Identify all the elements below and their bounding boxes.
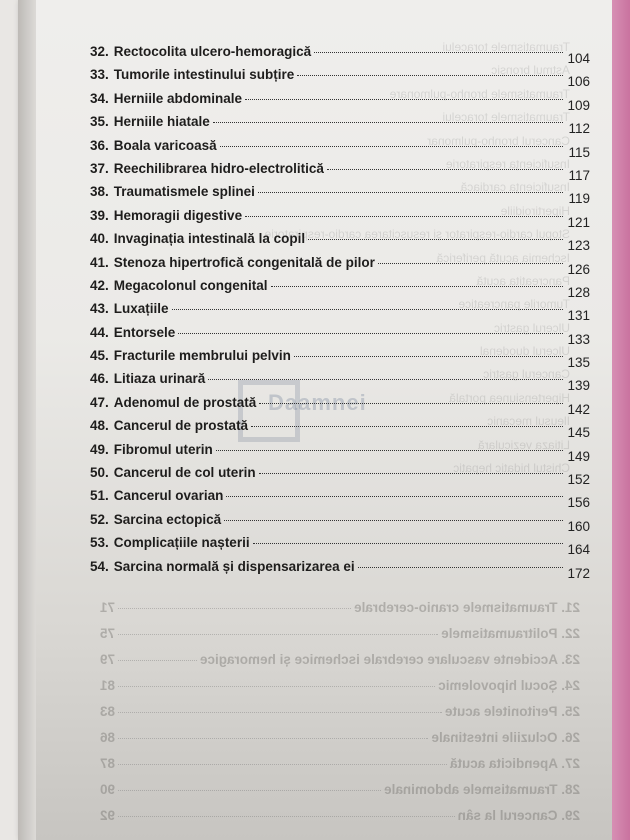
toc-entry-page: 106 (567, 74, 590, 90)
bleed-line: Traumatismele bronho-pulmonare (389, 86, 570, 101)
toc-entry-title: Cancerul de col uterin (113, 465, 256, 481)
toc-entry (90, 559, 590, 582)
bleed-line: Cancerul gastric (483, 367, 570, 382)
bleed-line: Ulcerul duodenal (479, 344, 570, 359)
bleed-line: Cancerul bronho-pulmonar (427, 133, 570, 148)
toc-entry (90, 418, 590, 441)
ghost-entry-page: 92 (100, 808, 116, 823)
bleed-line: Stopul cardio-respirator și resuscitarea cardio-respiratorie (264, 227, 570, 242)
bleed-line: Ulcerul gastric (493, 320, 570, 335)
toc-entry (90, 138, 590, 161)
ghost-entry (100, 808, 580, 834)
toc-entry-number: 46. (90, 371, 109, 387)
bleed-line: Pancreatita acută (476, 273, 570, 288)
toc-entry-title: Fracturile membrului pelvin (113, 348, 291, 364)
toc-leader-dots (253, 543, 563, 544)
toc-entry (90, 535, 590, 558)
bleed-line: Insuficiența cardiacă (460, 180, 570, 195)
ghost-entry-title: 24. Șocul hipovolemic (438, 678, 580, 693)
toc-entry (90, 278, 590, 301)
ghost-entry-page: 90 (100, 782, 116, 797)
toc-entry (90, 465, 590, 488)
toc-entry-title: Entorsele (113, 324, 176, 340)
toc-entry-number: 34. (90, 90, 109, 106)
ghost-entry-title: 22. Politraumatismele (441, 626, 580, 641)
toc-entry-number: 38. (90, 184, 109, 200)
toc-entry (90, 301, 590, 324)
bleed-line: Tumorile pancreatice (458, 297, 570, 312)
bleed-line: Traumatismele toracelui (442, 40, 570, 54)
toc-entry-page: 109 (567, 97, 590, 113)
toc-entry-title: Luxațiile (113, 301, 169, 317)
bleed-line: Insuficiența respiratorie (445, 156, 570, 171)
bleed-line: Litiaza veziculară (477, 437, 570, 452)
toc-entry-number: 51. (90, 488, 109, 504)
toc-entry-title: Sarcina normală și dispensarizarea ei (113, 558, 355, 574)
bleed-line: Hipertiroidiile (500, 203, 570, 218)
toc-entry-number: 47. (90, 394, 109, 410)
toc-entry-number: 37. (90, 160, 109, 176)
toc-entry-page: 128 (567, 284, 590, 300)
toc-entry-title: Cancerul de prostată (113, 418, 249, 434)
ghost-entry-title: 28. Traumatismele abdominale (384, 782, 580, 797)
toc-entry (90, 114, 590, 137)
toc-entry (90, 161, 590, 184)
bleed-line: Ischemia acută periferică (436, 250, 570, 265)
toc-entry-title: Tumorile intestinului subțire (113, 67, 295, 83)
toc-entry (90, 371, 590, 394)
toc-leader-dots (178, 333, 563, 334)
ghost-entry-page: 71 (100, 600, 116, 615)
toc-entry-page: 115 (568, 144, 590, 160)
toc-entry-title: Invaginația intestinală la copil (113, 231, 306, 247)
toc-entry-number: 49. (90, 441, 109, 457)
toc-entry-number: 33. (90, 67, 109, 83)
page-left-edge (18, 0, 36, 840)
ghost-entry (100, 704, 580, 730)
toc-leader-dots (258, 192, 563, 193)
toc-entry-title: Traumatismele splinei (113, 184, 255, 200)
watermark-text: Daamnei (268, 390, 367, 415)
toc-leader-dots (358, 567, 563, 568)
ghost-entry-title: 27. Apendicita acută (449, 756, 580, 771)
toc-entry (90, 255, 590, 278)
toc-entry-title: Herniile abdominale (113, 90, 243, 106)
ghost-entry-title: 23. Accidente vasculare cerebrale ischemice și hemoragice (200, 652, 580, 667)
toc-entry-page: 139 (567, 378, 590, 394)
ghost-leader-dots (118, 790, 381, 791)
bleed-line: Ileusul mecanic (487, 414, 570, 429)
toc-entry-page: 112 (568, 121, 590, 137)
toc-leader-dots (208, 379, 563, 380)
toc-leader-dots (172, 309, 563, 310)
toc-entry (90, 488, 590, 511)
ghost-leader-dots (118, 634, 438, 635)
toc-entry-number: 54. (90, 558, 109, 574)
ghost-entry-page: 86 (100, 730, 116, 745)
toc-leader-dots (213, 122, 563, 123)
toc-entry (90, 91, 590, 114)
ghost-leader-dots (118, 660, 197, 661)
ghost-leader-dots (118, 608, 351, 609)
toc-leader-dots (378, 263, 563, 264)
book-cover-edge (612, 0, 630, 840)
ghost-entry-page: 75 (100, 626, 116, 641)
table-of-contents (90, 44, 590, 582)
ghost-entry (100, 756, 580, 782)
toc-entry-title: Boala varicoasă (113, 137, 217, 153)
toc-entry-number: 50. (90, 465, 109, 481)
toc-leader-dots (327, 169, 563, 170)
toc-entry-page: 126 (567, 261, 590, 277)
bleed-line: Hipertensiunea portală (449, 390, 570, 405)
toc-leader-dots (308, 239, 563, 240)
toc-entry (90, 395, 590, 418)
ghost-entry (100, 678, 580, 704)
toc-entry-page: 123 (567, 238, 590, 254)
ghost-leader-dots (118, 816, 455, 817)
toc-entry-number: 48. (90, 418, 109, 434)
toc-entry-number: 42. (90, 277, 109, 293)
toc-entry (90, 512, 590, 535)
toc-leader-dots (245, 216, 563, 217)
ghost-leader-dots (118, 764, 447, 765)
toc-entry-page: 152 (567, 472, 590, 488)
bleed-line: Traumatismele toracelui (442, 110, 570, 125)
toc-entry (90, 184, 590, 207)
toc-entry-page: 164 (567, 542, 590, 558)
toc-entry-number: 41. (90, 254, 109, 270)
toc-entry-page: 142 (567, 401, 590, 417)
toc-leader-dots (259, 473, 563, 474)
ghost-entry (100, 652, 580, 678)
mirrored-facing-page-text (100, 600, 580, 834)
toc-entry-title: Sarcina ectopică (113, 511, 222, 527)
toc-entry-page: 135 (567, 355, 590, 371)
toc-entry (90, 442, 590, 465)
toc-entry-title: Cancerul ovarian (113, 488, 224, 504)
ghost-entry-page: 87 (100, 756, 116, 771)
toc-entry-title: Megacolonul congenital (113, 277, 268, 293)
toc-leader-dots (220, 146, 563, 147)
ghost-entry-title: 29. Cancerul la sân (457, 808, 580, 823)
toc-entry-title: Stenoza hipertrofică congenitală de pilor (113, 254, 375, 270)
toc-leader-dots (271, 286, 563, 287)
ghost-entry-title: 25. Peritonitele acute (444, 704, 580, 719)
toc-entry-page: 117 (568, 167, 590, 183)
toc-leader-dots (259, 403, 563, 404)
toc-entry-number: 52. (90, 511, 109, 527)
toc-leader-dots (314, 52, 563, 53)
bleed-line: Chistul hidatic hepatic (453, 461, 570, 476)
toc-entry-number: 39. (90, 207, 109, 223)
toc-leader-dots (226, 496, 563, 497)
toc-entry (90, 231, 590, 254)
ghost-leader-dots (118, 712, 442, 713)
toc-entry-number: 40. (90, 231, 109, 247)
ghost-entry-title: 21. Traumatismele cranio-cerebrale (354, 600, 580, 615)
toc-entry-page: 145 (567, 425, 590, 441)
toc-entry-number: 32. (90, 44, 109, 59)
toc-entry-title: Complicațiile nașterii (113, 535, 250, 551)
toc-entry (90, 208, 590, 231)
ghost-leader-dots (118, 738, 428, 739)
bleed-line: Astmul bronșic (491, 63, 570, 78)
toc-entry-page: 131 (567, 308, 590, 324)
toc-entry-title: Litiaza urinară (113, 371, 206, 387)
toc-entry-number: 53. (90, 535, 109, 551)
toc-entry-number: 36. (90, 137, 109, 153)
toc-entry-page: 160 (567, 518, 590, 534)
ghost-entry-title: 26. Ocluziile intestinale (431, 730, 580, 745)
toc-entry-title: Herniile hiatale (113, 114, 210, 130)
toc-entry-number: 43. (90, 301, 109, 317)
toc-entry-page: 156 (567, 495, 590, 511)
toc-leader-dots (216, 450, 563, 451)
toc-leader-dots (251, 426, 563, 427)
ghost-entry-page: 83 (100, 704, 116, 719)
ghost-entry-page: 79 (100, 652, 116, 667)
toc-leader-dots (294, 356, 563, 357)
toc-entry-page: 172 (567, 565, 590, 581)
toc-leader-dots (224, 520, 563, 521)
toc-entry-title: Hemoragii digestive (113, 207, 243, 223)
ghost-leader-dots (118, 686, 435, 687)
toc-entry-number: 44. (90, 324, 109, 340)
ghost-entry-page: 81 (100, 678, 116, 693)
toc-entry-page: 133 (567, 331, 590, 347)
toc-entry-title: Rectocolita ulcero-hemoragică (113, 44, 312, 59)
ghost-entry (100, 626, 580, 652)
toc-entry-number: 35. (90, 114, 109, 130)
toc-entry (90, 44, 590, 67)
toc-entry-title: Adenomul de prostată (113, 394, 257, 410)
toc-entry-title: Reechilibrarea hidro-electrolitică (113, 160, 324, 176)
toc-entry-page: 149 (567, 448, 590, 464)
toc-entry-number: 45. (90, 348, 109, 364)
toc-leader-dots (245, 99, 563, 100)
ghost-entry (100, 600, 580, 626)
toc-entry-page: 121 (567, 214, 590, 230)
toc-entry (90, 348, 590, 371)
toc-entry-page: 104 (567, 51, 590, 66)
ghost-entry (100, 782, 580, 808)
toc-entry-page: 119 (568, 191, 590, 207)
toc-entry-title: Fibromul uterin (113, 441, 213, 457)
toc-entry (90, 325, 590, 348)
ghost-entry (100, 730, 580, 756)
toc-entry (90, 67, 590, 90)
toc-leader-dots (297, 75, 563, 76)
